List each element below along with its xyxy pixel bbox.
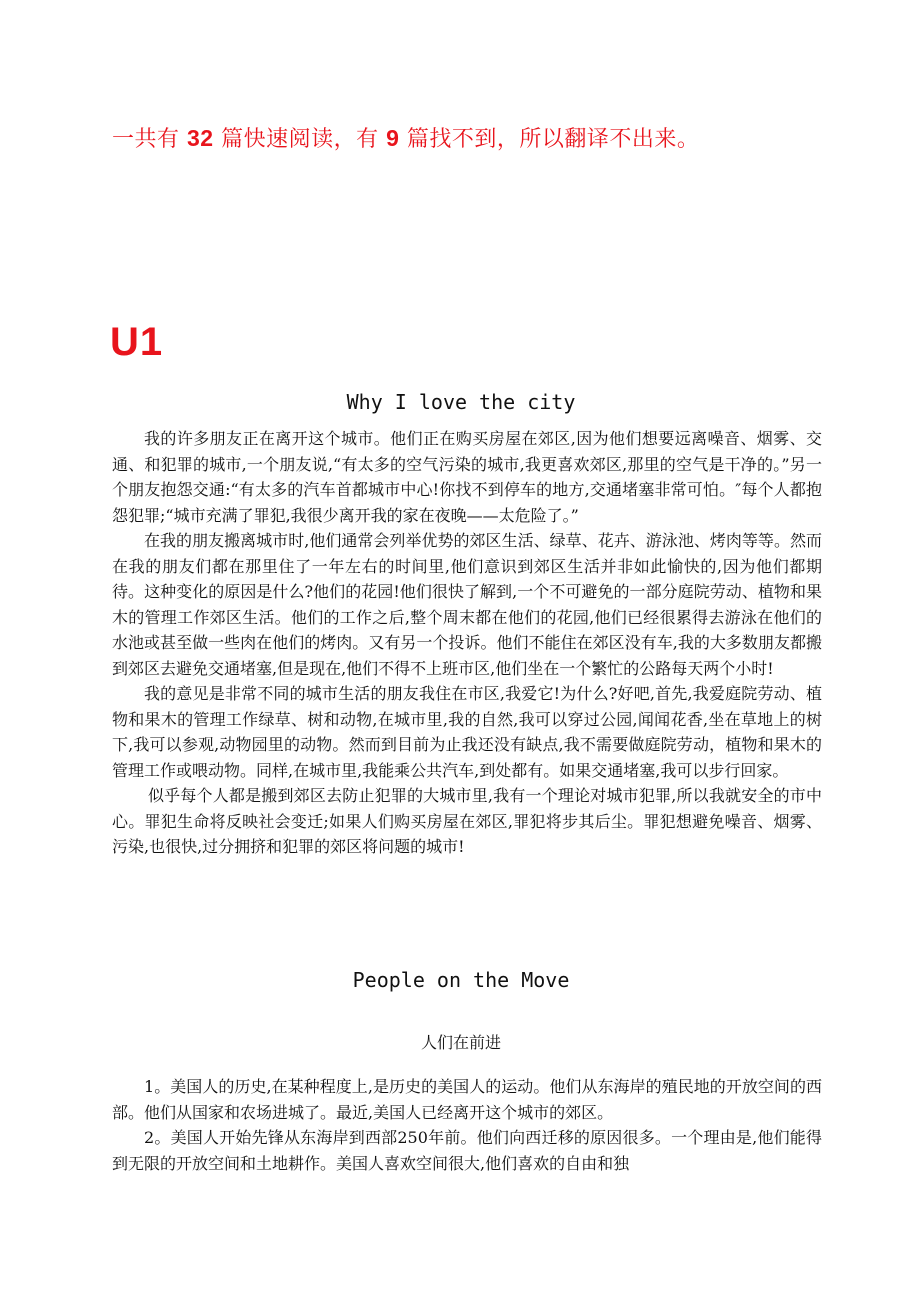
- section1-paragraph: 似乎每个人都是搬到郊区去防止犯罪的大城市里,我有一个理论对城市犯罪,所以我就安全的市中心。罪犯生命将反映社会变迁;如果人们购买房屋在郊区,罪犯将步其后尘。罪犯想避免噪音、烟雾、污染,也很快,过分拥挤和犯罪的郊区将问题的城市!: [112, 786, 822, 856]
- unit-heading: U1: [110, 320, 164, 364]
- notice-count-total: 32: [187, 125, 214, 151]
- section2-paragraph: 2。美国人开始先锋从东海岸到西部250年前。他们向西迁移的原因很多。一个理由是,他们能得到无限的开放空间和土地耕作。美国人喜欢空间很大,他们喜欢的自由和独: [112, 1128, 822, 1173]
- notice-text-1: 一共有: [112, 127, 180, 152]
- section1-body: [112, 426, 822, 860]
- notice-count-missing: 9: [386, 125, 400, 151]
- section1-paragraph: 在我的朋友搬离城市时,他们通常会列举优势的郊区生活、绿草、花卉、游泳池、烤肉等等。然而在我的朋友们都在那里住了一年左右的时间里,他们意识到郊区生活并非如此愉快的,因为他们都期待。这种变化的原因是什么?他们的花园!他们很快了解到,一个不可避免的一部分庭院劳动、植物和果木的管理工作郊区生活。他们的工作之后,整个周末都在他们的花园,他们已经很累得去游泳在他们的水池或甚至做一些肉在他们的烤肉。又有另一个投诉。他们不能住在郊区没有车,我的大多数朋友都搬到郊区去避免交通堵塞,但是现在,他们不得不上班市区,他们坐在一个繁忙的公路每天两个小时!: [112, 531, 822, 678]
- section2-title: People on the Move: [352, 968, 570, 992]
- translation-notice: [112, 122, 832, 153]
- notice-text-3: 篇找不到，所以翻译不出来。: [406, 127, 700, 152]
- section1-paragraph: 我的许多朋友正在离开这个城市。他们正在购买房屋在郊区,因为他们想要远离噪音、烟雾、交通、和犯罪的城市,一个朋友说,“有太多的空气污染的城市,我更喜欢郊区,那里的空气是干净的。”另一个朋友抱怨交通:“有太多的汽车首都城市中心!你找不到停车的地方,交通堵塞非常可怕。″每个人都抱怨犯罪;“城市充满了罪犯,我很少离开我的家在夜晚——太危险了。”: [112, 429, 822, 525]
- section2-body: [112, 1074, 822, 1176]
- notice-text-2: 篇快速阅读，有: [221, 127, 379, 152]
- section1-paragraph: 我的意见是非常不同的城市生活的朋友我住在市区,我爱它!为什么?好吧,首先,我爱庭院劳动、植物和果木的管理工作绿草、树和动物,在城市里,我的自然,我可以穿过公园,闻闻花香,坐在草地上的树下,我可以参观,动物园里的动物。然而到目前为止我还没有缺点,我不需要做庭院劳动，植物和果木的管理工作或喂动物。同样,在城市里,我能乘公共汽车,到处都有。如果交通堵塞,我可以步行回家。: [112, 684, 822, 780]
- section1-title: Why I love the city: [346, 390, 576, 414]
- section2-subtitle: 人们在前进: [420, 1033, 501, 1052]
- section2-paragraph: 1。美国人的历史,在某种程度上,是历史的美国人的运动。他们从东海岸的殖民地的开放空间的西部。他们从国家和农场进城了。最近,美国人已经离开这个城市的郊区。: [112, 1077, 822, 1122]
